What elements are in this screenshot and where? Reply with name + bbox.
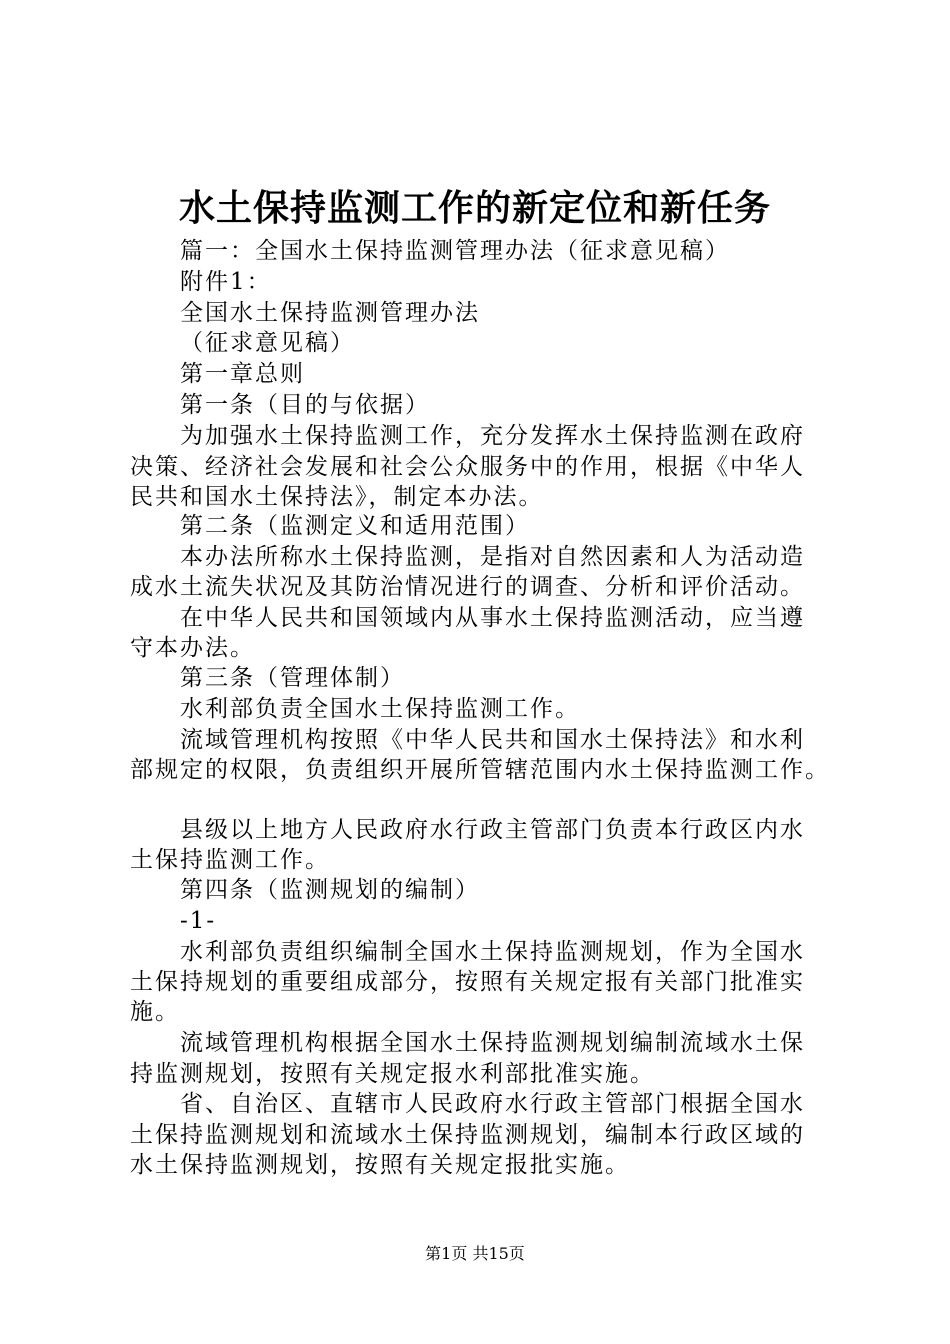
page-number-marker: -1- [180, 908, 217, 934]
text-line: 水利部负责全国水土保持监测工作。 [180, 696, 580, 722]
text-line: 本办法所称水土保持监测，是指对自然因素和人为活动造 [180, 544, 805, 570]
text-line: 为加强水土保持监测工作，充分发挥水土保持监测在政府 [180, 423, 805, 449]
text-line: 第二条（监测定义和适用范围） [180, 513, 530, 539]
text-line: 持监测规划，按照有关规定报水利部批准实施。 [130, 1061, 655, 1087]
text-line: 第一条（目的与依据） [180, 392, 430, 418]
text-line: 流域管理机构按照《中华人民共和国水土保持法》和水利 [180, 727, 805, 753]
text-line: 县级以上地方人民政府水行政主管部门负责本行政区内水 [180, 817, 805, 843]
text-line: 全国水土保持监测管理办法 [180, 300, 480, 326]
text-line: 施。 [130, 999, 180, 1025]
text-line: 土保持监测规划和流域水土保持监测规划，编制本行政区域的 [130, 1122, 805, 1148]
text-line: 流域管理机构根据全国水土保持监测规划编制流域水土保 [180, 1030, 805, 1056]
page-footer: 第1页 共15页 [425, 1244, 525, 1263]
text-line: 水利部负责组织编制全国水土保持监测规划，作为全国水 [180, 939, 805, 965]
text-line: 第一章总则 [180, 361, 305, 387]
text-line: 民共和国水土保持法》，制定本办法。 [130, 484, 544, 510]
text-line: 决策、经济社会发展和社会公众服务中的作用，根据《中华人 [130, 454, 805, 480]
text-line: 第三条（管理体制） [180, 665, 405, 691]
text-line: 土保持监测工作。 [130, 847, 330, 873]
document-title: 水土保持监测工作的新定位和新任务 [178, 187, 771, 229]
text-line: 第四条（监测规划的编制） [180, 877, 480, 903]
text-line: 省、自治区、直辖市人民政府水行政主管部门根据全国水 [180, 1091, 805, 1117]
text-line: 附件1： [180, 269, 272, 295]
text-line: （征求意见稿） [180, 330, 355, 356]
text-line: 部规定的权限，负责组织开展所管辖范围内水土保持监测工作。 [130, 757, 830, 783]
text-line: 篇一：全国水土保持监测管理办法（征求意见稿） [180, 238, 730, 264]
text-line: 水土保持监测规划，按照有关规定报批实施。 [130, 1152, 630, 1178]
text-line: 在中华人民共和国领域内从事水土保持监测活动，应当遵 [180, 605, 805, 631]
text-line: 成水土流失状况及其防治情况进行的调查、分析和评价活动。 [130, 574, 805, 600]
text-line: 土保持规划的重要组成部分，按照有关规定报有关部门批准实 [130, 969, 805, 995]
text-line: 守本办法。 [130, 635, 255, 661]
